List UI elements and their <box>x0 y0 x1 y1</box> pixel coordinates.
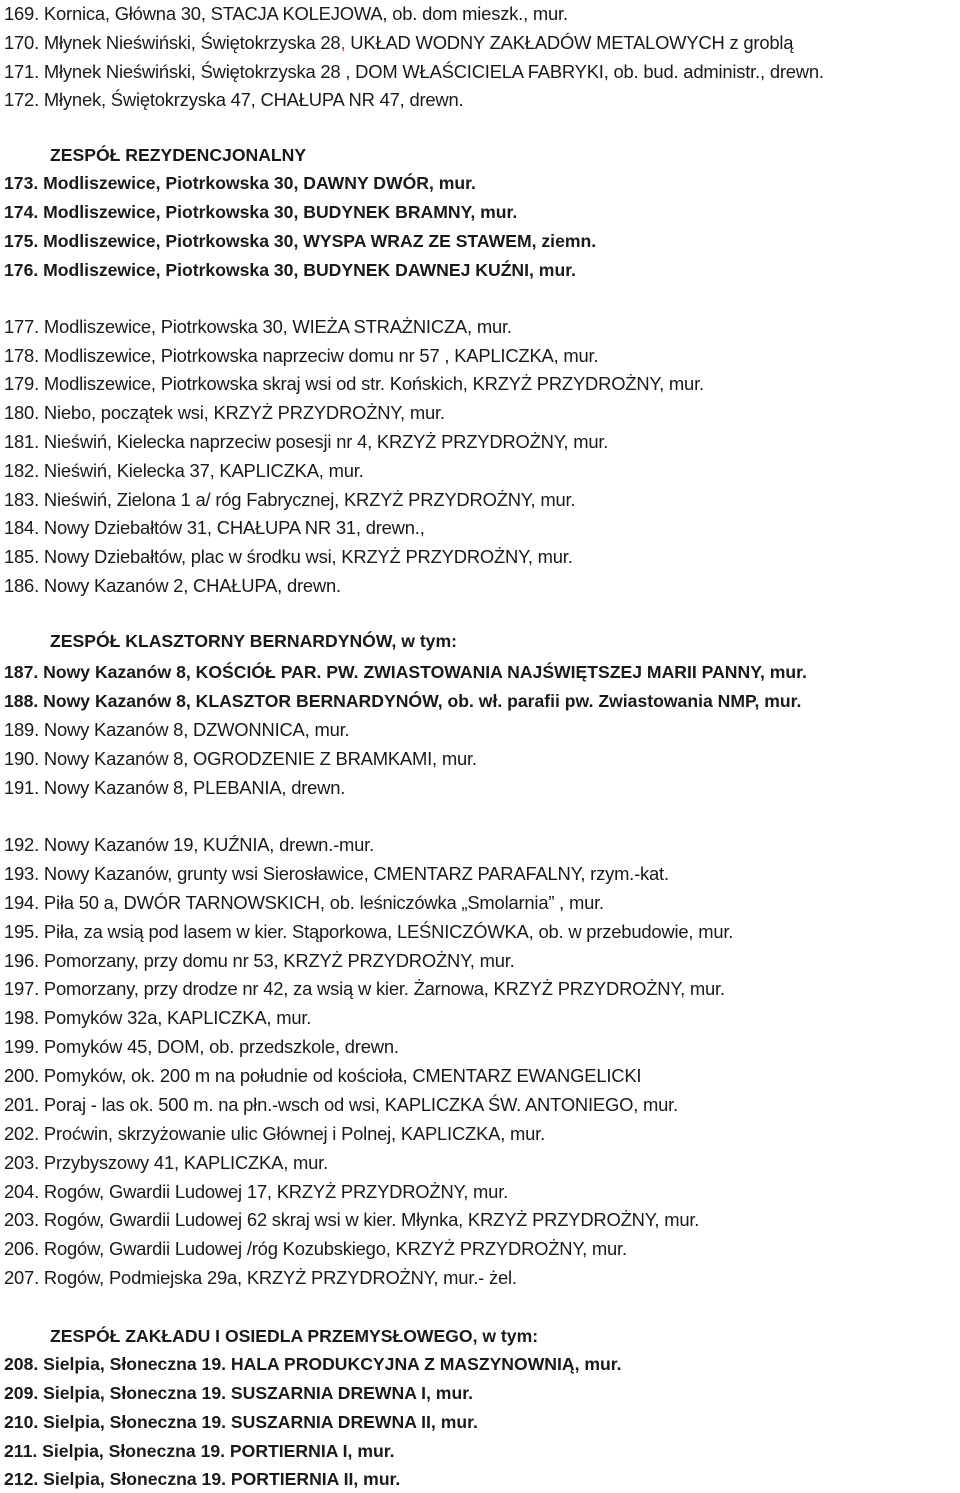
list-item <box>4 716 349 744</box>
item-number: 174. <box>4 202 39 222</box>
item-number: 197. <box>4 978 39 999</box>
item-text: Modliszewice, Piotrkowska naprzeciw domu nr 57 , KAPLICZKA, mur. <box>43 345 599 366</box>
list-item <box>4 1091 678 1119</box>
item-number: 186. <box>4 575 39 596</box>
item-number: 182. <box>4 460 39 481</box>
list-item <box>4 1004 311 1032</box>
item-text: Nowy Kazanów 19, KUŹNIA, drewn.-mur. <box>43 834 375 855</box>
item-number: 177. <box>4 316 39 337</box>
item-number: 194. <box>4 892 39 913</box>
item-text: Nowy Kazanów 8, PLEBANIA, drewn. <box>43 777 346 798</box>
list-item <box>4 831 374 859</box>
list-item <box>4 918 733 946</box>
list-item <box>4 1235 627 1263</box>
item-text: Nieświń, Kielecka naprzeciw posesji nr 4, KRZYŻ PRZYDROŻNY, mur. <box>43 431 609 452</box>
list-item <box>4 745 477 773</box>
item-number: 189. <box>4 719 39 740</box>
list-item <box>4 572 341 600</box>
item-number: 209. <box>4 1383 39 1403</box>
item-text: Poraj - las ok. 500 m. na płn.-wsch od wsi, KAPLICZKA ŚW. ANTONIEGO, mur. <box>43 1094 678 1115</box>
item-text: Rogów, Gwardii Ludowej 62 skraj wsi w kier. Młynka, KRZYŻ PRZYDROŻNY, mur. <box>43 1209 700 1230</box>
list-item <box>4 342 598 370</box>
item-number: 202. <box>4 1123 39 1144</box>
item-text: Pomyków, ok. 200 m na południe od kościoła, CMENTARZ EWANGELICKI <box>43 1065 642 1086</box>
list-item <box>4 198 517 226</box>
list-item <box>4 658 807 686</box>
item-text: Kornica, Główna 30, STACJA KOLEJOWA, ob. dom mieszk., mur. <box>43 3 568 24</box>
item-number: 178. <box>4 345 39 366</box>
item-number: 206. <box>4 1238 39 1259</box>
item-text: Nowy Dziebałtów 31, CHAŁUPA NR 31, drewn., <box>43 517 425 538</box>
list-item <box>4 1062 641 1090</box>
item-number: 207. <box>4 1267 39 1288</box>
item-text: Nowy Kazanów 8, DZWONNICA, mur. <box>43 719 350 740</box>
list-item <box>4 313 512 341</box>
item-number: 198. <box>4 1007 39 1028</box>
item-text: Sielpia, Słoneczna 19. SUSZARNIA DREWNA I, mur. <box>43 1383 473 1403</box>
list-item <box>4 1350 622 1378</box>
list-item <box>4 29 793 57</box>
list-item <box>4 457 364 485</box>
item-text: Piła, za wsią pod lasem w kier. Stąporkowa, LEŚNICZÓWKA, ob. w przebudowie, mur. <box>43 921 734 942</box>
item-number: 183. <box>4 489 39 510</box>
item-text: Nowy Kazanów, grunty wsi Sierosławice, CMENTARZ PARAFALNY, rzym.-kat. <box>43 863 669 884</box>
item-number: 179. <box>4 373 39 394</box>
item-text: Nowy Kazanów 8, KLASZTOR BERNARDYNÓW, ob. wł. parafii pw. Zwiastowania NMP, mur. <box>43 691 802 711</box>
item-number: 175. <box>4 231 39 251</box>
item-number: 169. <box>4 3 39 24</box>
item-text: Rogów, Podmiejska 29a, KRZYŻ PRZYDROŻNY, mur.- żel. <box>43 1267 517 1288</box>
item-number: 193. <box>4 863 39 884</box>
item-number: 173. <box>4 173 39 193</box>
item-number: 192. <box>4 834 39 855</box>
item-number: 185. <box>4 546 39 567</box>
item-number: 203. <box>4 1152 39 1173</box>
item-number: 201. <box>4 1094 39 1115</box>
item-number: 204. <box>4 1181 39 1202</box>
list-item <box>4 428 608 456</box>
item-text: Modliszewice, Piotrkowska 30, DAWNY DWÓR, mur. <box>43 173 476 193</box>
item-text: Modliszewice, Piotrkowska 30, WIEŻA STRAŻNICZA, mur. <box>43 316 512 337</box>
item-text: Rogów, Gwardii Ludowej 17, KRZYŻ PRZYDROŻNY, mur. <box>43 1181 509 1202</box>
list-item <box>4 1206 699 1234</box>
list-item <box>4 1465 400 1493</box>
item-number: 212. <box>4 1469 39 1489</box>
item-number: 210. <box>4 1412 39 1432</box>
list-item <box>4 947 515 975</box>
list-item <box>4 256 576 284</box>
item-text: Młynek Nieświński, Świętokrzyska 28 <box>43 32 341 53</box>
list-item <box>4 543 573 571</box>
item-text: Modliszewice, Piotrkowska skraj wsi od str. Końskich, KRZYŻ PRZYDROŻNY, mur. <box>43 373 704 394</box>
item-text: Pomorzany, przy domu nr 53, KRZYŻ PRZYDROŻNY, mur. <box>43 950 515 971</box>
list-item <box>4 0 568 28</box>
item-text: Przybyszowy 41, KAPLICZKA, mur. <box>43 1152 328 1173</box>
list-item <box>4 687 801 715</box>
list-item <box>4 975 725 1003</box>
item-number: 190. <box>4 748 39 769</box>
item-number: 208. <box>4 1354 39 1374</box>
item-text: Modliszewice, Piotrkowska 30, BUDYNEK BRAMNY, mur. <box>43 202 518 222</box>
list-item <box>4 1379 473 1407</box>
item-text: Pomorzany, przy drodze nr 42, za wsią w kier. Żarnowa, KRZYŻ PRZYDROŻNY, mur. <box>43 978 725 999</box>
item-number: 195. <box>4 921 39 942</box>
list-item <box>4 889 604 917</box>
item-text: Młynek, Świętokrzyska 47, CHAŁUPA NR 47, drewn. <box>43 89 464 110</box>
item-text: Sielpia, Słoneczna 19. SUSZARNIA DREWNA II, mur. <box>43 1412 478 1432</box>
item-text: Nieświń, Kielecka 37, KAPLICZKA, mur. <box>43 460 364 481</box>
list-item <box>4 58 824 86</box>
item-text: Rogów, Gwardii Ludowej /róg Kozubskiego, KRZYŻ PRZYDROŻNY, mur. <box>43 1238 627 1259</box>
item-number: 196. <box>4 950 39 971</box>
list-item <box>4 1437 394 1465</box>
item-text: Modliszewice, Piotrkowska 30, BUDYNEK DAWNEJ KUŹNI, mur. <box>43 260 576 280</box>
section-heading-residential: ZESPÓŁ REZYDENCJONALNY <box>50 145 307 165</box>
item-text: Młynek Nieświński, Świętokrzyska 28 , DOM WŁAŚCICIELA FABRYKI, ob. bud. administr., drewn. <box>43 61 824 82</box>
item-number: 191. <box>4 777 39 798</box>
item-number: 188. <box>4 691 39 711</box>
list-item <box>4 860 669 888</box>
item-number: 171. <box>4 61 39 82</box>
list-item <box>4 774 345 802</box>
section-heading-industrial: ZESPÓŁ ZAKŁADU I OSIEDLA PRZEMYSŁOWEGO, w tym: <box>50 1326 539 1346</box>
list-item <box>4 1264 517 1292</box>
list-item <box>4 1033 399 1061</box>
list-item <box>4 227 596 255</box>
item-text: UKŁAD WODNY ZAKŁADÓW METALOWYCH z groblą <box>345 32 794 53</box>
item-text: Piła 50 a, DWÓR TARNOWSKICH, ob. leśniczówka „Smolarnia” , mur. <box>43 892 604 913</box>
item-number: 180. <box>4 402 39 423</box>
list-item <box>4 399 445 427</box>
list-item <box>4 169 476 197</box>
item-text: Proćwin, skrzyżowanie ulic Głównej i Polnej, KAPLICZKA, mur. <box>43 1123 546 1144</box>
list-item <box>4 1408 478 1436</box>
list-item <box>4 86 463 114</box>
item-number: 184. <box>4 517 39 538</box>
item-text: Niebo, początek wsi, KRZYŻ PRZYDROŻNY, mur. <box>43 402 445 423</box>
item-text: Nowy Kazanów 8, OGRODZENIE Z BRAMKAMI, mur. <box>43 748 477 769</box>
item-text: Nowy Dziebałtów, plac w środku wsi, KRZYŻ PRZYDROŻNY, mur. <box>43 546 573 567</box>
item-text: Sielpia, Słoneczna 19. HALA PRODUKCYJNA Z MASZYNOWNIĄ, mur. <box>43 1354 622 1374</box>
item-text: Pomyków 45, DOM, ob. przedszkole, drewn. <box>43 1036 399 1057</box>
item-number: 187. <box>4 662 39 682</box>
list-item <box>4 1149 328 1177</box>
item-text-highlight: , <box>340 32 346 53</box>
item-text: Sielpia, Słoneczna 19. PORTIERNIA II, mur. <box>43 1469 401 1489</box>
list-item <box>4 1178 508 1206</box>
item-text: Nowy Kazanów 8, KOŚCIÓŁ PAR. PW. ZWIASTOWANIA NAJŚWIĘTSZEJ MARII PANNY, mur. <box>43 662 807 682</box>
list-item <box>4 1120 545 1148</box>
item-number: 176. <box>4 260 39 280</box>
item-text: Pomyków 32a, KAPLICZKA, mur. <box>43 1007 312 1028</box>
list-item <box>4 486 575 514</box>
list-item <box>4 370 704 398</box>
item-number: 181. <box>4 431 39 452</box>
item-text: Nieświń, Zielona 1 a/ róg Fabrycznej, KRZYŻ PRZYDROŻNY, mur. <box>43 489 576 510</box>
item-text: Nowy Kazanów 2, CHAŁUPA, drewn. <box>43 575 341 596</box>
item-text: Modliszewice, Piotrkowska 30, WYSPA WRAZ ZE STAWEM, ziemn. <box>43 231 597 251</box>
item-number: 172. <box>4 89 39 110</box>
item-number: 170. <box>4 32 39 53</box>
list-item <box>4 514 425 542</box>
item-number: 199. <box>4 1036 39 1057</box>
item-number: 200. <box>4 1065 39 1086</box>
section-heading-monastery: ZESPÓŁ KLASZTORNY BERNARDYNÓW, w tym: <box>50 631 457 651</box>
item-text: Sielpia, Słoneczna 19. PORTIERNIA I, mur. <box>42 1441 395 1461</box>
item-number: 211. <box>4 1441 38 1461</box>
item-number: 203. <box>4 1209 39 1230</box>
